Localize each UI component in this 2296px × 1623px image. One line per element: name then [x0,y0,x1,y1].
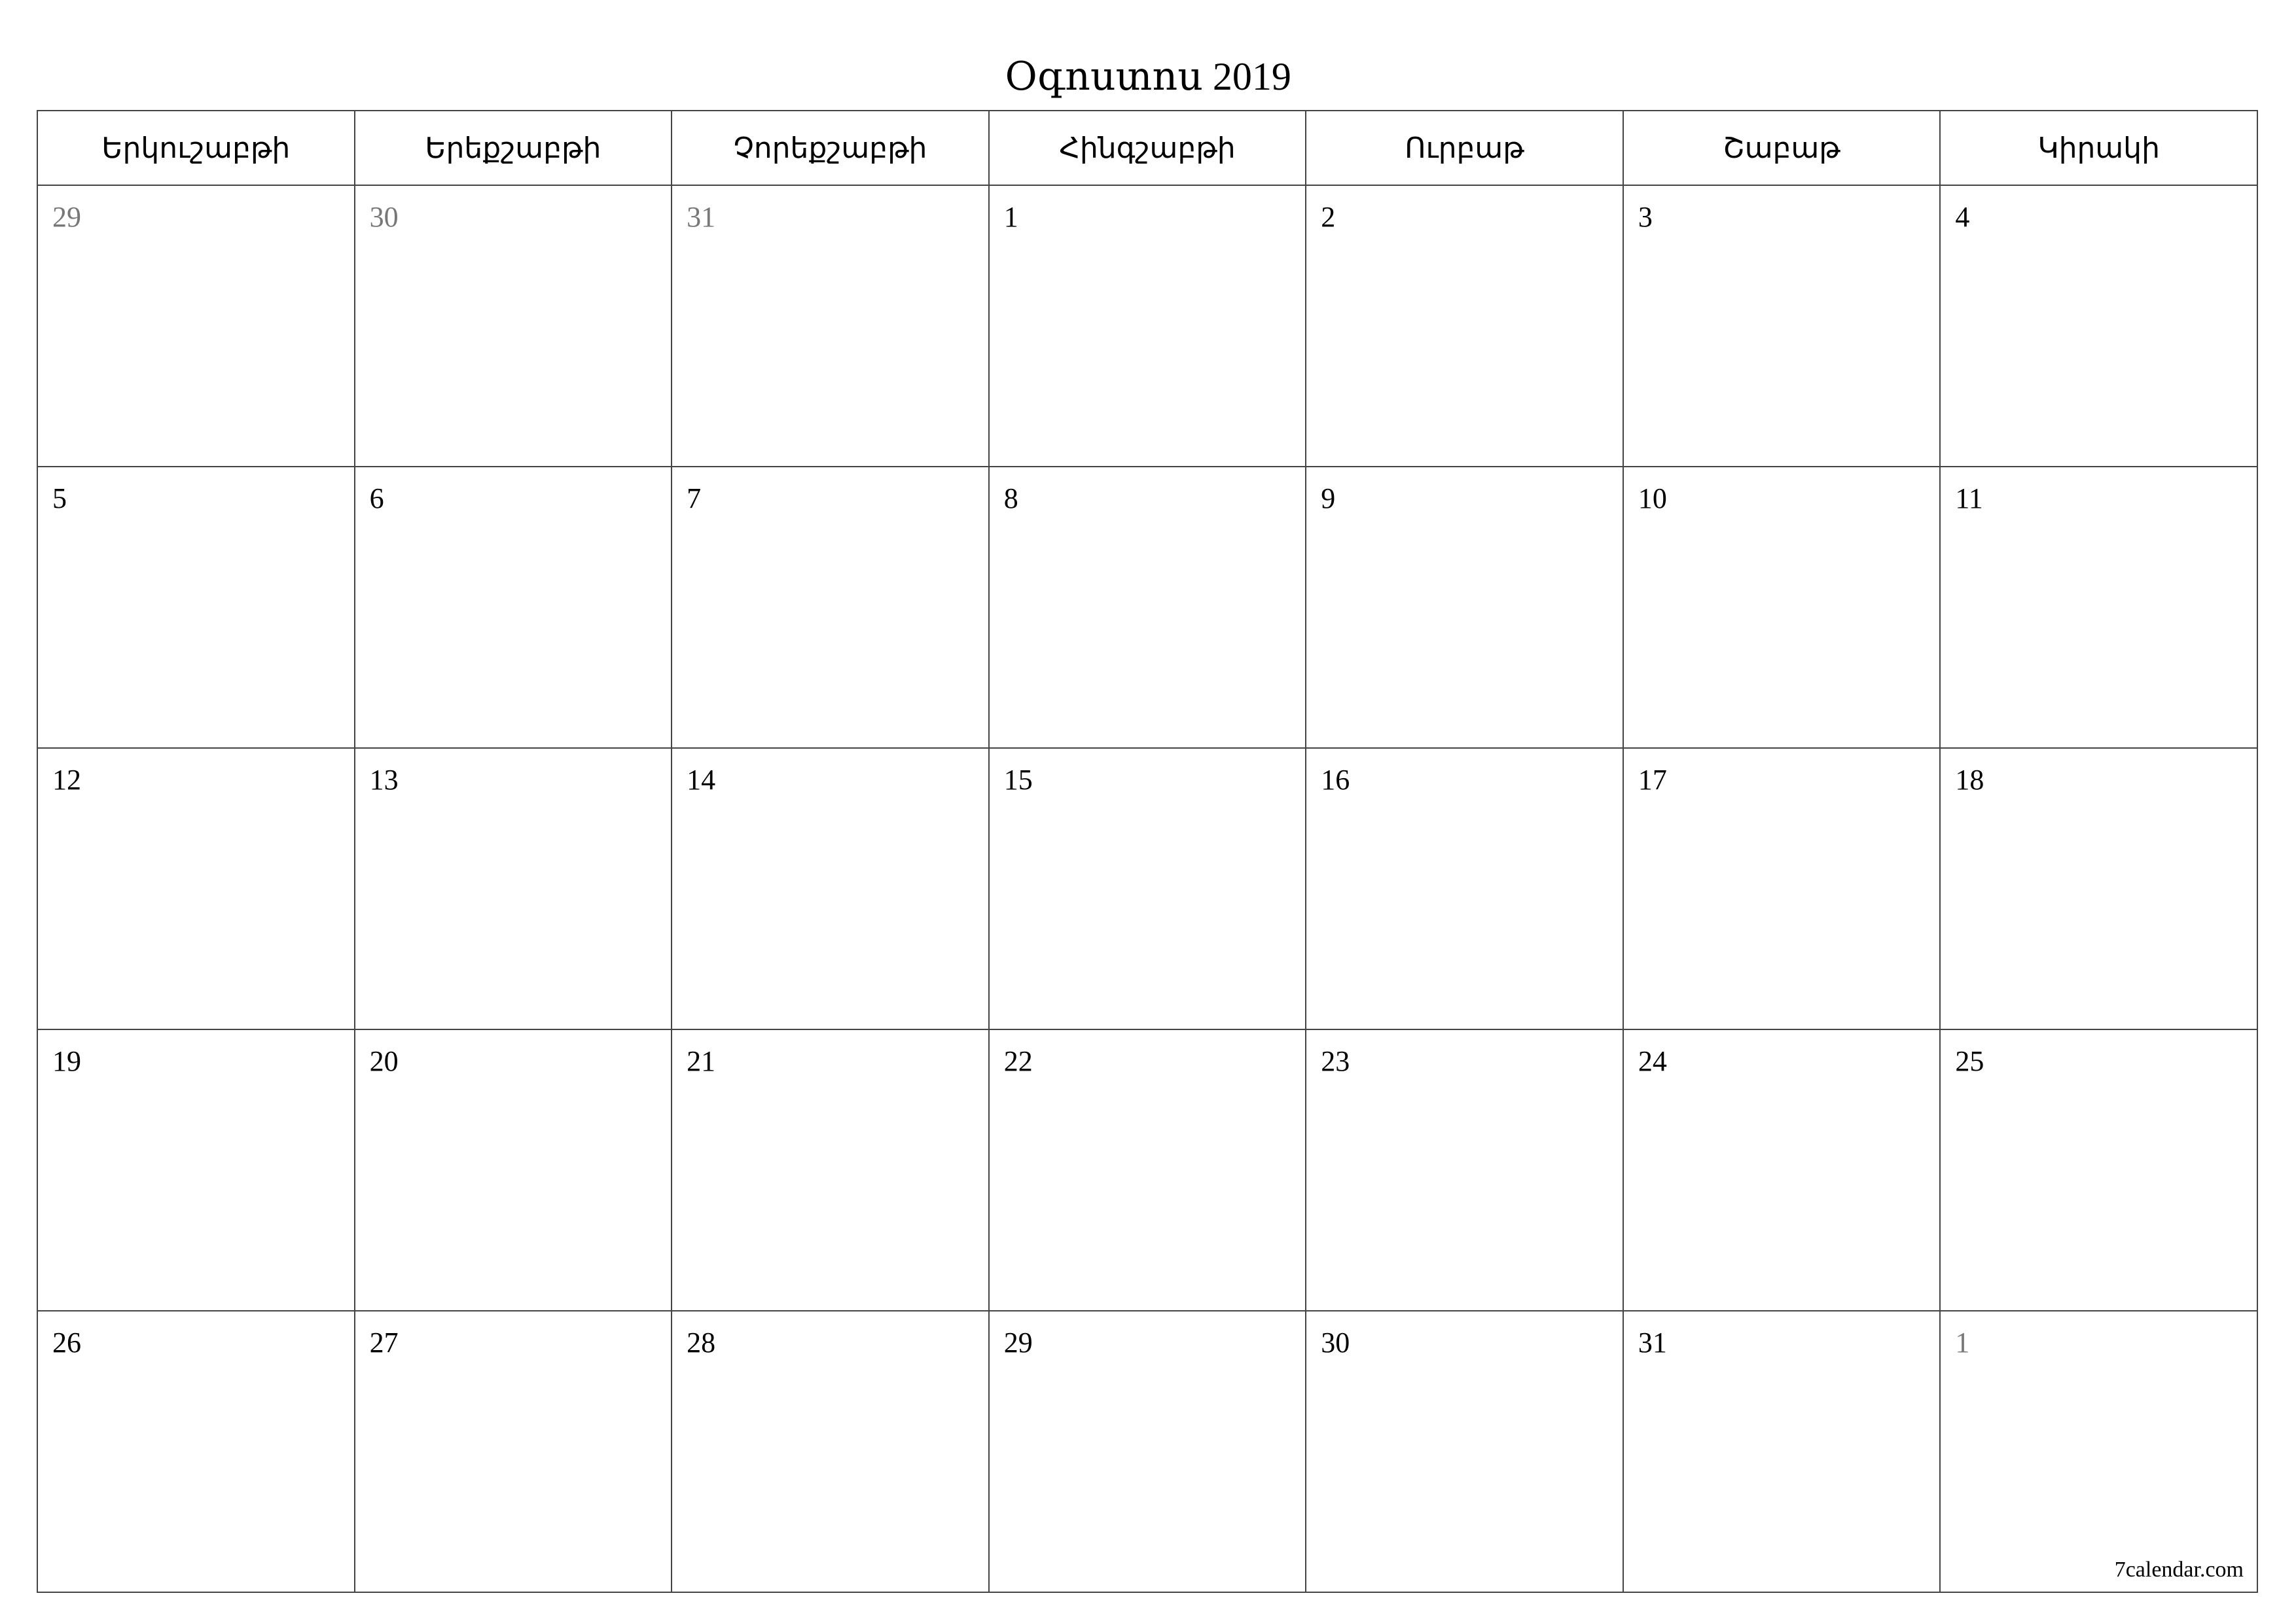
day-number: 20 [369,1045,399,1077]
day-number-other-month: 30 [369,201,399,233]
day-cell [355,467,672,748]
day-number: 10 [1638,482,1667,514]
day-number: 5 [52,482,67,514]
week-row [37,1311,2257,1592]
day-cell [1306,748,1623,1029]
day-number: 27 [369,1327,399,1359]
day-number: 28 [687,1327,716,1359]
calendar-grid [37,110,2258,1593]
day-number: 30 [1321,1327,1350,1359]
day-number: 31 [1638,1327,1667,1359]
day-cell [672,748,989,1029]
day-number: 23 [1321,1045,1350,1077]
day-cell [37,1311,355,1592]
day-number: 4 [1955,201,1970,233]
day-cell [1940,467,2257,748]
day-number: 12 [52,764,81,796]
day-number: 8 [1003,482,1018,514]
day-cell [1623,185,1941,467]
day-number-other-month: 29 [52,201,81,233]
day-cell [1623,1311,1941,1592]
weekday-header: Ուրբաթ [1306,111,1623,185]
day-number: 11 [1955,482,1983,514]
day-cell [1306,467,1623,748]
day-number: 13 [369,764,399,796]
day-number: 9 [1321,482,1336,514]
day-cell [1306,185,1623,467]
weekday-header: Չորեքշաբթի [672,111,989,185]
day-number: 19 [52,1045,81,1077]
day-cell [672,1029,989,1311]
day-cell [672,467,989,748]
weekday-header: Հինգշաբթի [989,111,1306,185]
day-number: 18 [1955,764,1984,796]
day-number: 21 [687,1045,716,1077]
day-cell [672,1311,989,1592]
day-cell [37,1029,355,1311]
day-number: 14 [687,764,716,796]
day-number: 29 [1003,1327,1033,1359]
day-number: 1 [1003,201,1018,233]
day-number: 17 [1638,764,1667,796]
day-number: 16 [1321,764,1350,796]
footer-credit: 7calendar.com [2114,1558,2244,1582]
day-cell [37,748,355,1029]
day-cell [1940,185,2257,467]
day-cell [672,185,989,467]
weekday-header: Շաբաթ [1623,111,1941,185]
day-cell [355,185,672,467]
day-number: 15 [1003,764,1033,796]
day-number: 26 [52,1327,81,1359]
week-row [37,748,2257,1029]
day-cell [1623,1029,1941,1311]
day-number: 22 [1003,1045,1033,1077]
day-cell [37,467,355,748]
day-cell [1940,748,2257,1029]
day-cell [1940,1029,2257,1311]
day-cell [989,748,1306,1029]
day-number: 3 [1638,201,1653,233]
day-number: 25 [1955,1045,1984,1077]
day-cell [355,1311,672,1592]
weekday-header: Երեքշաբթի [355,111,672,185]
day-cell [989,1311,1306,1592]
day-number-other-month: 31 [687,201,716,233]
week-row [37,1029,2257,1311]
day-cell [1306,1311,1623,1592]
weekday-header-row [37,111,2257,185]
day-cell [1940,1311,2257,1592]
day-cell [355,748,672,1029]
day-number: 2 [1321,201,1336,233]
day-cell [989,185,1306,467]
day-cell [37,185,355,467]
page-title: Օգոստոս 2019 [1005,55,1291,98]
day-cell [989,1029,1306,1311]
day-number-other-month: 1 [1955,1327,1970,1359]
day-cell [989,467,1306,748]
day-number: 6 [369,482,384,514]
day-cell [1306,1029,1623,1311]
day-cell [1623,748,1941,1029]
week-row [37,467,2257,748]
day-cell [355,1029,672,1311]
weekday-header: Կիրակի [1940,111,2257,185]
weekday-header: Երկուշաբթի [37,111,355,185]
week-row [37,185,2257,467]
day-number: 24 [1638,1045,1667,1077]
day-number: 7 [687,482,702,514]
day-cell [1623,467,1941,748]
